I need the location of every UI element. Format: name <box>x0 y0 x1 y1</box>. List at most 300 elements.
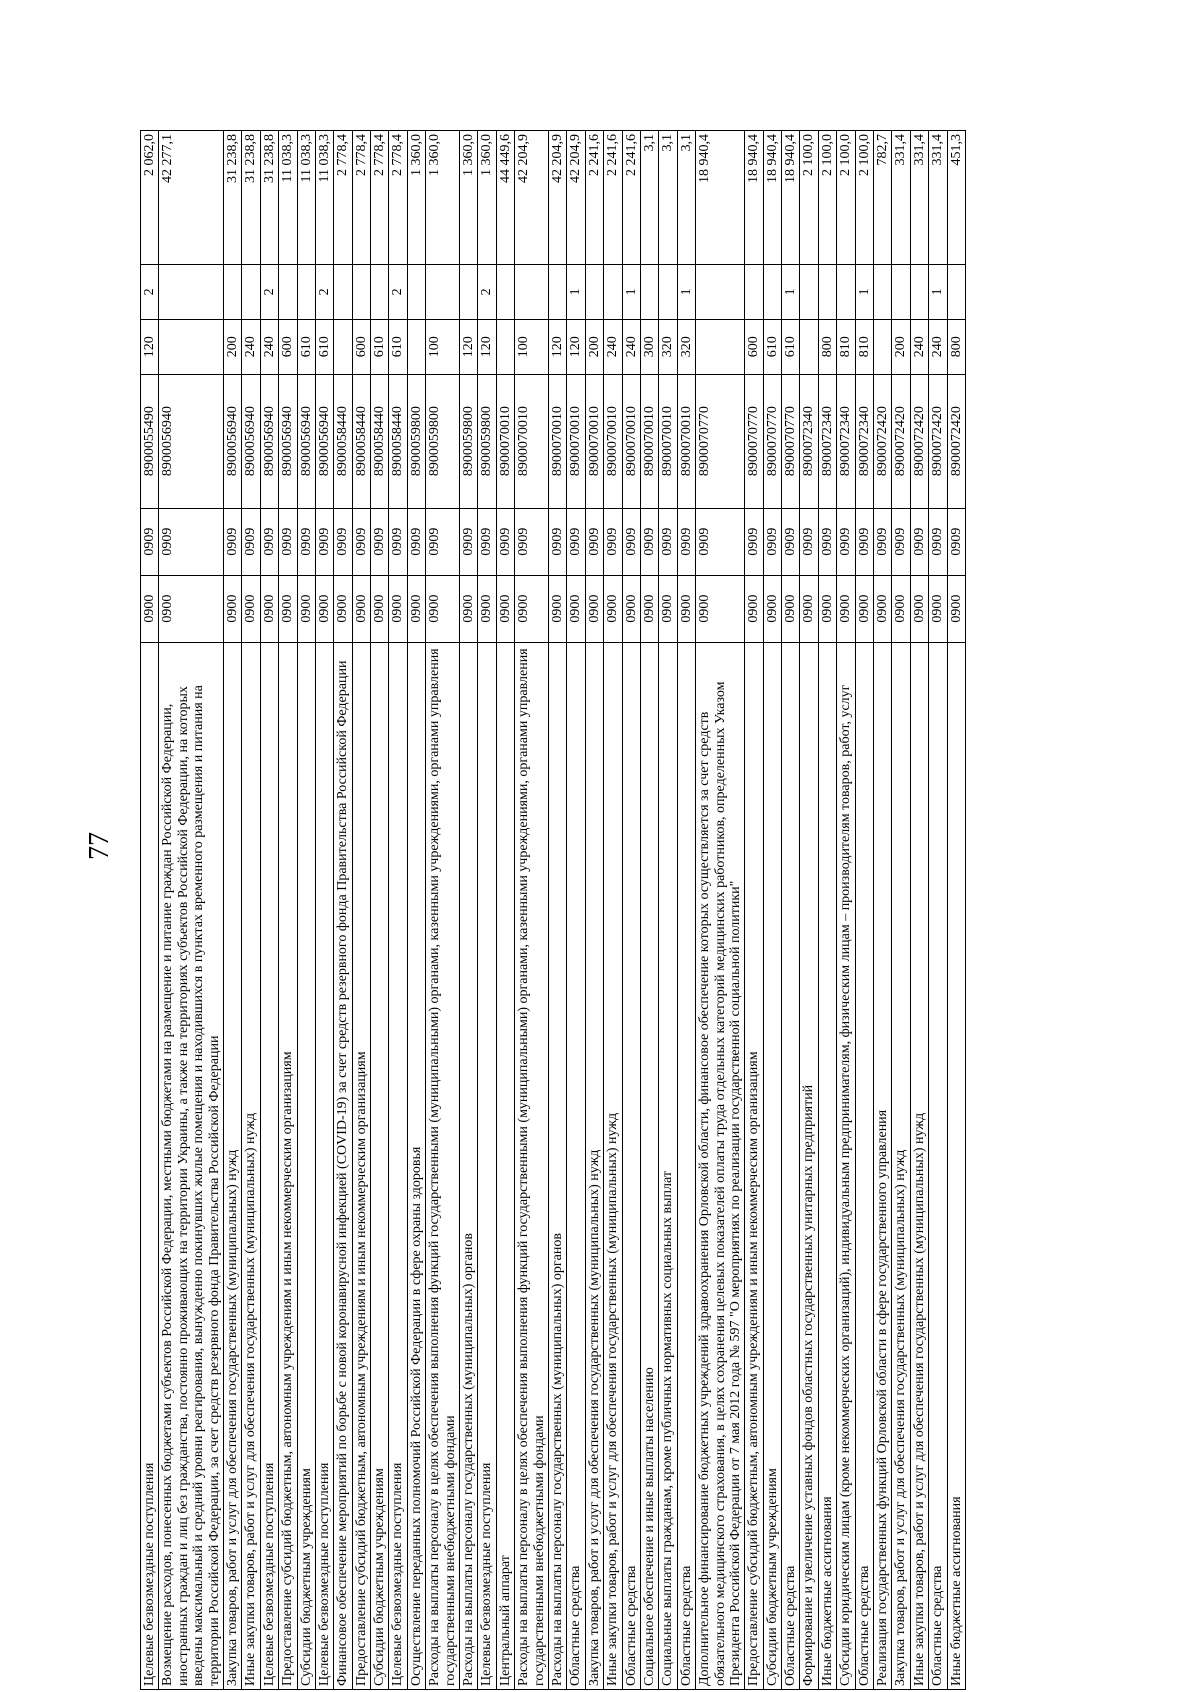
row-amount: 31 238,8 <box>260 131 278 265</box>
row-code-d: 300 <box>640 319 658 374</box>
row-code-b: 0909 <box>640 508 658 575</box>
row-code-e <box>892 265 910 320</box>
row-code-a: 0900 <box>782 575 800 642</box>
row-code-a: 0900 <box>334 575 352 642</box>
row-code-d: 120 <box>567 319 585 374</box>
row-code-b: 0909 <box>874 508 892 575</box>
row-code-d: 120 <box>141 319 159 374</box>
row-name: Целевые безвозмездные поступления <box>260 642 278 1689</box>
row-name: Социальные выплаты гражданам, кроме публичных нормативных социальных выплат <box>659 642 677 1689</box>
row-code-d: 200 <box>223 319 241 374</box>
row-code-e <box>659 265 677 320</box>
row-code-b: 0909 <box>352 508 370 575</box>
row-code-c: 8900058440 <box>371 374 389 508</box>
row-code-c: 8900070010 <box>548 374 566 508</box>
row-code-a: 0900 <box>604 575 622 642</box>
row-amount: 11 038,3 <box>297 131 315 265</box>
row-code-e <box>496 265 514 320</box>
table-row <box>426 131 460 1690</box>
table-row <box>910 131 928 1690</box>
row-code-d: 610 <box>782 319 800 374</box>
row-code-c: 8900056940 <box>159 374 224 508</box>
row-name: Расходы на выплаты персоналу в целях обеспечения выполнения функций государственными (муниципальными) органами, казенными учреждениями, органами управления государственными внебюджетными фондами <box>426 642 460 1689</box>
row-name: Областные средства <box>929 642 947 1689</box>
row-code-e: 1 <box>677 265 695 320</box>
row-code-d: 100 <box>515 319 549 374</box>
row-code-a: 0900 <box>159 575 224 642</box>
row-amount: 42 204,9 <box>515 131 549 265</box>
row-code-c: 8900072340 <box>818 374 836 508</box>
row-code-b: 0909 <box>478 508 496 575</box>
row-code-a: 0900 <box>567 575 585 642</box>
row-code-e <box>407 265 425 320</box>
table-row <box>892 131 910 1690</box>
row-code-d: 240 <box>910 319 928 374</box>
row-name: Предоставление субсидий бюджетным, автономным учреждениям и иным некоммерческим организациям <box>352 642 370 1689</box>
row-name: Областные средства <box>855 642 873 1689</box>
row-code-e <box>242 265 260 320</box>
row-code-d: 120 <box>478 319 496 374</box>
table-row <box>141 131 159 1690</box>
row-name: Предоставление субсидий бюджетным, автономным учреждениям и иным некоммерческим организациям <box>745 642 763 1689</box>
row-code-a: 0900 <box>260 575 278 642</box>
table-row <box>874 131 892 1690</box>
row-code-e <box>640 265 658 320</box>
row-code-c: 8900070010 <box>622 374 640 508</box>
row-amount: 42 204,9 <box>567 131 585 265</box>
row-code-b: 0909 <box>141 508 159 575</box>
row-name: Формирование и увеличение уставных фондов областных государственных унитарных предприятий <box>800 642 818 1689</box>
row-code-a: 0900 <box>496 575 514 642</box>
row-code-c: 8900072340 <box>800 374 818 508</box>
row-code-e: 1 <box>855 265 873 320</box>
row-code-e <box>604 265 622 320</box>
row-name: Областные средства <box>622 642 640 1689</box>
row-code-b: 0909 <box>242 508 260 575</box>
row-code-a: 0900 <box>389 575 407 642</box>
row-amount: 2 778,4 <box>334 131 352 265</box>
row-code-d <box>334 319 352 374</box>
table-row <box>677 131 695 1690</box>
table-row <box>947 131 965 1690</box>
row-code-b: 0909 <box>622 508 640 575</box>
row-amount: 42 277,1 <box>159 131 224 265</box>
row-amount: 18 940,4 <box>763 131 781 265</box>
row-code-a: 0900 <box>407 575 425 642</box>
row-amount: 31 238,8 <box>242 131 260 265</box>
row-code-a: 0900 <box>478 575 496 642</box>
budget-table <box>140 130 966 1690</box>
row-code-a: 0900 <box>141 575 159 642</box>
row-code-b: 0909 <box>334 508 352 575</box>
row-code-d: 200 <box>585 319 603 374</box>
row-amount: 11 038,3 <box>315 131 333 265</box>
row-amount: 2 241,6 <box>585 131 603 265</box>
row-code-b: 0909 <box>496 508 514 575</box>
row-code-e <box>279 265 297 320</box>
row-name: Иные бюджетные ассигнования <box>947 642 965 1689</box>
row-name: Иные закупки товаров, работ и услуг для обеспечения государственных (муниципальных) нужд <box>604 642 622 1689</box>
row-code-d: 120 <box>460 319 478 374</box>
row-code-e <box>800 265 818 320</box>
row-code-e <box>818 265 836 320</box>
row-code-c: 8900072420 <box>947 374 965 508</box>
row-code-a: 0900 <box>352 575 370 642</box>
row-name: Расходы на выплаты персоналу в целях обеспечения выполнения функций государственными (муниципальными) органами, казенными учреждениями, органами управления государственными внебюджетными фондами <box>515 642 549 1689</box>
table-row <box>334 131 352 1690</box>
row-code-e <box>585 265 603 320</box>
table-row <box>297 131 315 1690</box>
row-name: Целевые безвозмездные поступления <box>478 642 496 1689</box>
row-code-c: 8900058440 <box>389 374 407 508</box>
row-amount: 2 100,0 <box>818 131 836 265</box>
row-code-c: 8900058440 <box>334 374 352 508</box>
row-amount: 1 360,0 <box>478 131 496 265</box>
table-row <box>407 131 425 1690</box>
row-code-d: 810 <box>837 319 855 374</box>
table-row <box>855 131 873 1690</box>
row-name: Областные средства <box>567 642 585 1689</box>
row-code-d: 240 <box>260 319 278 374</box>
row-code-c: 8900056940 <box>279 374 297 508</box>
row-amount: 11 038,3 <box>279 131 297 265</box>
row-code-d: 120 <box>548 319 566 374</box>
table-row <box>622 131 640 1690</box>
row-code-e <box>763 265 781 320</box>
row-code-e <box>297 265 315 320</box>
row-code-c: 8900059800 <box>407 374 425 508</box>
row-amount: 2 100,0 <box>855 131 873 265</box>
row-name: Закупка товаров, работ и услуг для обеспечения государственных (муниципальных) нужд <box>892 642 910 1689</box>
row-code-e: 2 <box>478 265 496 320</box>
row-code-d <box>874 319 892 374</box>
row-code-c: 8900056940 <box>242 374 260 508</box>
table-row <box>929 131 947 1690</box>
row-code-d: 610 <box>315 319 333 374</box>
row-code-d: 200 <box>892 319 910 374</box>
row-code-d: 600 <box>279 319 297 374</box>
row-amount: 2 062,0 <box>141 131 159 265</box>
row-code-a: 0900 <box>640 575 658 642</box>
row-amount: 1 360,0 <box>407 131 425 265</box>
row-code-c: 8900070010 <box>496 374 514 508</box>
row-amount: 18 940,4 <box>745 131 763 265</box>
row-code-c: 8900059800 <box>478 374 496 508</box>
row-amount: 2 778,4 <box>352 131 370 265</box>
row-code-d: 600 <box>745 319 763 374</box>
row-code-e <box>334 265 352 320</box>
row-amount: 3,1 <box>659 131 677 265</box>
row-name: Иные закупки товаров, работ и услуг для обеспечения государственных (муниципальных) нужд <box>910 642 928 1689</box>
row-code-e: 1 <box>622 265 640 320</box>
row-amount: 44 449,6 <box>496 131 514 265</box>
row-code-e: 2 <box>389 265 407 320</box>
row-code-c: 8900056940 <box>315 374 333 508</box>
row-name: Предоставление субсидий бюджетным, автономным учреждениям и иным некоммерческим организациям <box>279 642 297 1689</box>
row-amount: 331,4 <box>929 131 947 265</box>
row-amount: 2 241,6 <box>622 131 640 265</box>
row-code-a: 0900 <box>622 575 640 642</box>
row-code-c: 8900072420 <box>892 374 910 508</box>
row-code-a: 0900 <box>279 575 297 642</box>
row-amount: 451,3 <box>947 131 965 265</box>
row-code-a: 0900 <box>460 575 478 642</box>
row-name: Иные бюджетные ассигнования <box>818 642 836 1689</box>
row-name: Закупка товаров, работ и услуг для обеспечения государственных (муниципальных) нужд <box>223 642 241 1689</box>
row-code-d: 610 <box>763 319 781 374</box>
row-code-a: 0900 <box>659 575 677 642</box>
row-code-a: 0900 <box>745 575 763 642</box>
row-code-d: 800 <box>947 319 965 374</box>
row-amount: 331,4 <box>910 131 928 265</box>
row-code-c: 8900058440 <box>352 374 370 508</box>
row-name: Субсидии юридическим лицам (кроме некоммерческих организаций), индивидуальным предпринимателям, физическим лицам – производителям товаров, работ, услуг <box>837 642 855 1689</box>
table-row <box>242 131 260 1690</box>
row-code-c: 8900070010 <box>567 374 585 508</box>
row-code-d: 240 <box>929 319 947 374</box>
table-row <box>837 131 855 1690</box>
row-amount: 331,4 <box>892 131 910 265</box>
row-code-b: 0909 <box>279 508 297 575</box>
table-row <box>389 131 407 1690</box>
row-code-b: 0909 <box>426 508 460 575</box>
table-row <box>567 131 585 1690</box>
row-code-d <box>800 319 818 374</box>
row-code-a: 0900 <box>800 575 818 642</box>
row-code-b: 0909 <box>892 508 910 575</box>
row-amount: 3,1 <box>640 131 658 265</box>
row-code-d <box>696 319 745 374</box>
row-code-c: 8900056940 <box>297 374 315 508</box>
row-code-a: 0900 <box>874 575 892 642</box>
table-row <box>782 131 800 1690</box>
row-code-c: 8900072340 <box>855 374 873 508</box>
row-amount: 2 778,4 <box>371 131 389 265</box>
row-code-a: 0900 <box>947 575 965 642</box>
row-code-e <box>159 265 224 320</box>
row-code-b: 0909 <box>947 508 965 575</box>
row-name: Социальное обеспечение и иные выплаты населению <box>640 642 658 1689</box>
row-code-b: 0909 <box>548 508 566 575</box>
table-row <box>818 131 836 1690</box>
row-amount: 42 204,9 <box>548 131 566 265</box>
row-code-e <box>745 265 763 320</box>
row-code-a: 0900 <box>515 575 549 642</box>
row-code-d: 810 <box>855 319 873 374</box>
rotated-table-container <box>140 130 1140 1690</box>
page-number: 77 <box>84 832 115 860</box>
row-amount: 2 100,0 <box>837 131 855 265</box>
table-row <box>159 131 224 1690</box>
budget-table-body <box>141 131 966 1690</box>
row-code-e: 2 <box>260 265 278 320</box>
row-code-e <box>874 265 892 320</box>
table-row <box>585 131 603 1690</box>
row-code-a: 0900 <box>855 575 873 642</box>
row-name: Иные закупки товаров, работ и услуг для обеспечения государственных (муниципальных) нужд <box>242 642 260 1689</box>
row-code-d: 800 <box>818 319 836 374</box>
row-code-b: 0909 <box>837 508 855 575</box>
row-code-b: 0909 <box>315 508 333 575</box>
row-code-c: 8900070010 <box>585 374 603 508</box>
row-code-b: 0909 <box>407 508 425 575</box>
row-code-d <box>159 319 224 374</box>
row-code-a: 0900 <box>297 575 315 642</box>
row-code-b: 0909 <box>585 508 603 575</box>
row-name: Расходы на выплаты персоналу государственных (муниципальных) органов <box>460 642 478 1689</box>
row-code-a: 0900 <box>677 575 695 642</box>
row-code-b: 0909 <box>604 508 622 575</box>
row-name: Расходы на выплаты персоналу государственных (муниципальных) органов <box>548 642 566 1689</box>
table-row <box>640 131 658 1690</box>
row-code-e: 2 <box>141 265 159 320</box>
row-amount: 31 238,8 <box>223 131 241 265</box>
row-code-a: 0900 <box>837 575 855 642</box>
row-amount: 2 100,0 <box>800 131 818 265</box>
row-code-b: 0909 <box>855 508 873 575</box>
row-code-b: 0909 <box>260 508 278 575</box>
row-code-c: 8900070770 <box>745 374 763 508</box>
row-amount: 3,1 <box>677 131 695 265</box>
row-code-c: 8900070770 <box>782 374 800 508</box>
row-name: Дополнительное финансирование бюджетных учреждений здравоохранения Орловской области, финансовое обеспечение которых осуществляется за счет средств обязательного медицинского страхования, в целях сохранения целевых показателей оплаты труда отдельных категорий медицинских работников, определенных Указом Президента Российской Федерации от 7 мая 2012 года № 597 "О мероприятиях по реализации государственной социальной политики" <box>696 642 745 1689</box>
row-code-e: 1 <box>782 265 800 320</box>
row-code-a: 0900 <box>892 575 910 642</box>
row-code-e <box>352 265 370 320</box>
row-code-c: 8900072420 <box>910 374 928 508</box>
row-code-c: 8900070010 <box>640 374 658 508</box>
row-name: Осуществление переданных полномочий Российской Федерации в сфере охраны здоровья <box>407 642 425 1689</box>
row-code-b: 0909 <box>800 508 818 575</box>
row-code-d: 100 <box>426 319 460 374</box>
row-name: Субсидии бюджетным учреждениям <box>371 642 389 1689</box>
row-code-e <box>426 265 460 320</box>
row-code-c: 8900072420 <box>929 374 947 508</box>
row-code-c: 8900070010 <box>659 374 677 508</box>
row-code-a: 0900 <box>242 575 260 642</box>
row-code-b: 0909 <box>567 508 585 575</box>
row-code-c: 8900059800 <box>460 374 478 508</box>
table-row <box>315 131 333 1690</box>
row-code-d: 610 <box>389 319 407 374</box>
row-code-b: 0909 <box>371 508 389 575</box>
row-code-e <box>910 265 928 320</box>
table-row <box>800 131 818 1690</box>
row-code-b: 0909 <box>763 508 781 575</box>
row-code-a: 0900 <box>371 575 389 642</box>
row-code-e <box>460 265 478 320</box>
row-name: Финансовое обеспечение мероприятий по борьбе с новой коронавирусной инфекцией (COVID-19) за счет средств резервного фонда Правительства Российской Федерации <box>334 642 352 1689</box>
row-amount: 782,7 <box>874 131 892 265</box>
row-name: Субсидии бюджетным учреждениям <box>297 642 315 1689</box>
row-code-e <box>947 265 965 320</box>
row-code-b: 0909 <box>696 508 745 575</box>
row-code-d: 320 <box>659 319 677 374</box>
row-name: Закупка товаров, работ и услуг для обеспечения государственных (муниципальных) нужд <box>585 642 603 1689</box>
row-code-e <box>515 265 549 320</box>
row-code-a: 0900 <box>696 575 745 642</box>
row-code-b: 0909 <box>782 508 800 575</box>
row-name: Целевые безвозмездные поступления <box>141 642 159 1689</box>
row-amount: 18 940,4 <box>782 131 800 265</box>
row-code-e: 1 <box>929 265 947 320</box>
row-code-b: 0909 <box>223 508 241 575</box>
table-row <box>515 131 549 1690</box>
table-row <box>352 131 370 1690</box>
row-code-b: 0909 <box>677 508 695 575</box>
row-code-b: 0909 <box>929 508 947 575</box>
table-row <box>659 131 677 1690</box>
row-name: Субсидии бюджетным учреждениям <box>763 642 781 1689</box>
row-code-a: 0900 <box>929 575 947 642</box>
row-code-e <box>223 265 241 320</box>
table-row <box>223 131 241 1690</box>
row-code-a: 0900 <box>426 575 460 642</box>
row-code-e: 1 <box>567 265 585 320</box>
row-amount: 2 241,6 <box>604 131 622 265</box>
table-row <box>371 131 389 1690</box>
row-code-e <box>837 265 855 320</box>
row-amount: 2 778,4 <box>389 131 407 265</box>
row-code-c: 8900056940 <box>260 374 278 508</box>
row-code-c: 8900059800 <box>426 374 460 508</box>
row-code-b: 0909 <box>745 508 763 575</box>
row-code-a: 0900 <box>315 575 333 642</box>
row-code-c: 8900070010 <box>604 374 622 508</box>
row-code-b: 0909 <box>297 508 315 575</box>
table-row <box>460 131 478 1690</box>
row-code-b: 0909 <box>515 508 549 575</box>
row-code-c: 8900070770 <box>696 374 745 508</box>
row-name: Реализация государственных функций Орловской области в сфере государственного управления <box>874 642 892 1689</box>
row-code-b: 0909 <box>659 508 677 575</box>
row-code-c: 8900072340 <box>837 374 855 508</box>
row-code-d <box>407 319 425 374</box>
row-code-d: 610 <box>371 319 389 374</box>
row-amount: 1 360,0 <box>460 131 478 265</box>
row-code-b: 0909 <box>389 508 407 575</box>
row-code-d: 320 <box>677 319 695 374</box>
table-row <box>745 131 763 1690</box>
row-name: Целевые безвозмездные поступления <box>315 642 333 1689</box>
row-code-a: 0900 <box>763 575 781 642</box>
row-code-c: 8900070770 <box>763 374 781 508</box>
row-code-b: 0909 <box>159 508 224 575</box>
row-name: Целевые безвозмездные поступления <box>389 642 407 1689</box>
table-row <box>548 131 566 1690</box>
row-amount: 18 940,4 <box>696 131 745 265</box>
table-row <box>604 131 622 1690</box>
row-code-c: 8900056940 <box>223 374 241 508</box>
row-code-d <box>496 319 514 374</box>
row-code-c: 8900070010 <box>515 374 549 508</box>
row-amount: 1 360,0 <box>426 131 460 265</box>
table-row <box>478 131 496 1690</box>
row-code-a: 0900 <box>548 575 566 642</box>
row-code-b: 0909 <box>460 508 478 575</box>
row-code-e <box>696 265 745 320</box>
row-code-b: 0909 <box>910 508 928 575</box>
row-name: Областные средства <box>677 642 695 1689</box>
row-code-d: 240 <box>604 319 622 374</box>
row-code-d: 240 <box>242 319 260 374</box>
row-name: Возмещение расходов, понесенных бюджетами субъектов Российской Федерации, местными бюджетами на размещение и питание граждан Российской Федерации, иностранных граждан и лиц без гражданства, постоянно проживающих на территории Украины, а также на территориях субъектов Российской Федерации, на которых введены максимальный и средний уровни реагирования, вынужденно покинувших жилые помещения и находившихся в пунктах временного размещения и питания на территории Российской Федерации, за счет средств резервного фонда Правительства Российской Федерации <box>159 642 224 1689</box>
row-code-e <box>548 265 566 320</box>
table-row <box>496 131 514 1690</box>
row-code-a: 0900 <box>585 575 603 642</box>
row-code-a: 0900 <box>223 575 241 642</box>
row-code-a: 0900 <box>818 575 836 642</box>
